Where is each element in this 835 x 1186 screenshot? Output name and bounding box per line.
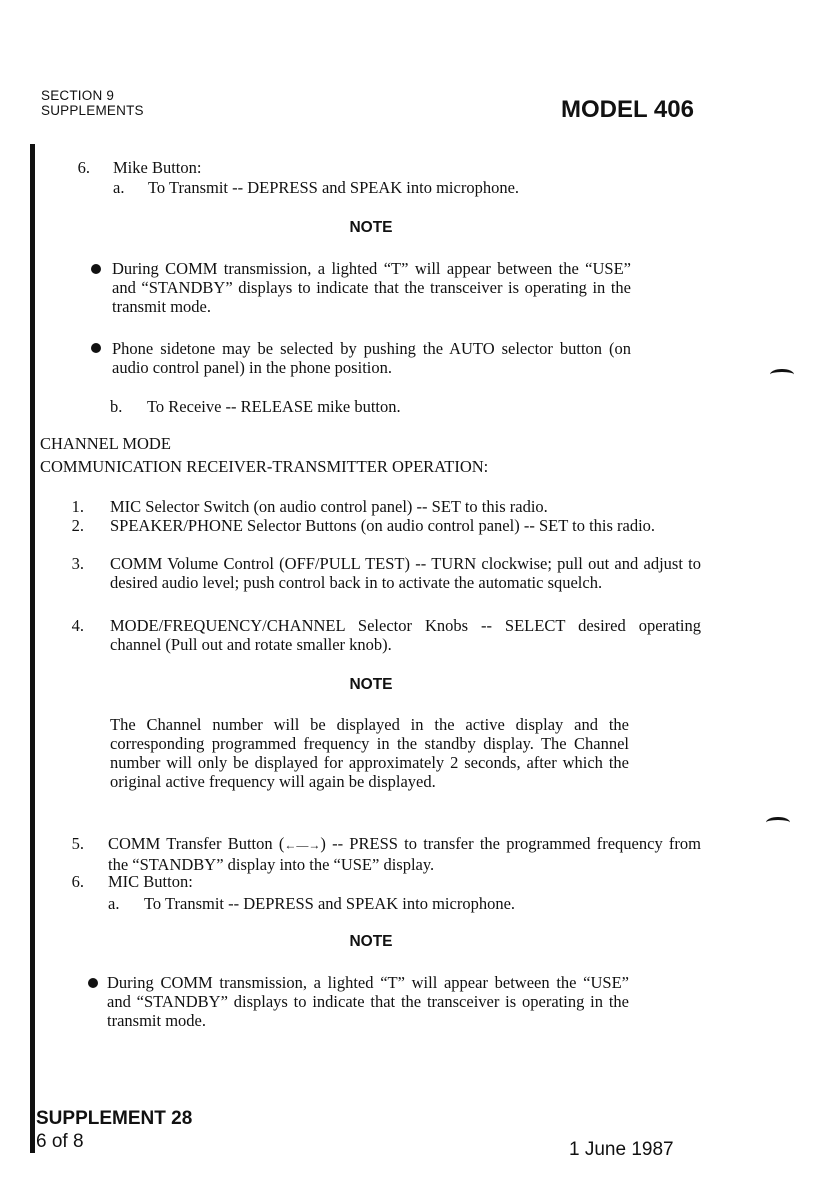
bullet-icon: [91, 264, 101, 274]
step-label: MIC Button:: [108, 872, 193, 891]
step-number: 3.: [71, 554, 84, 573]
section-heading: CHANNEL MODE: [40, 434, 171, 453]
subitem-letter: a.: [113, 178, 125, 197]
note-bullet: Phone sidetone may be selected by pushing the AUTO selector button (on audio control panel) in the phone position.: [112, 339, 631, 377]
subitem-text: To Transmit -- DEPRESS and SPEAK into microphone.: [148, 178, 520, 197]
revision-date: 1 June 1987: [569, 1139, 674, 1160]
supplement-label: SUPPLEMENT 28: [36, 1108, 193, 1129]
step-text-part: ) -- PRESS to transfer the programmed frequency from the “STANDBY” display into the “USE” display.: [108, 834, 701, 874]
margin-mark-bottom: [766, 817, 790, 828]
subitem-letter: b.: [110, 397, 123, 416]
step-text: [108, 834, 701, 874]
note-heading: NOTE: [349, 676, 393, 693]
step-text: MODE/FREQUENCY/CHANNEL Selector Knobs -- SELECT desired operating channel (Pull out and rotate smaller knob).: [110, 616, 701, 654]
note-heading: NOTE: [349, 219, 393, 236]
subitem-letter: a.: [108, 894, 120, 913]
section-heading: COMMUNICATION RECEIVER-TRANSMITTER OPERATION:: [40, 457, 489, 476]
step-number: 2.: [71, 516, 84, 535]
step-number: 1.: [71, 497, 84, 516]
step-text: SPEAKER/PHONE Selector Buttons (on audio control panel) -- SET to this radio.: [110, 516, 656, 535]
subitem-text: To Transmit -- DEPRESS and SPEAK into microphone.: [144, 894, 516, 913]
step-text: COMM Volume Control (OFF/PULL TEST) -- TURN clockwise; pull out and adjust to desired audio level; push control back in to activate the automatic squelch.: [110, 554, 701, 592]
step-text: MIC Selector Switch (on audio control panel) -- SET to this radio.: [110, 497, 548, 516]
note-bullet: During COMM transmission, a lighted “T” will appear between the “USE” and “STANDBY” displays to indicate that the transceiver is operating in the transmit mode.: [107, 973, 629, 1030]
transfer-arrow-icon: ←—→: [284, 838, 321, 852]
item-label: Mike Button:: [113, 158, 202, 177]
step-number: 6.: [71, 872, 84, 891]
page-number: 6 of 8: [36, 1131, 84, 1152]
step-number: 5.: [71, 834, 84, 853]
bullet-icon: [91, 343, 101, 353]
step-number: 4.: [71, 616, 84, 635]
model-title: MODEL 406: [561, 96, 694, 123]
note-bullet: During COMM transmission, a lighted “T” will appear between the “USE” and “STANDBY” displays to indicate that the transceiver is operating in the transmit mode.: [112, 259, 631, 316]
note-heading: NOTE: [349, 933, 393, 950]
margin-mark-top: [770, 369, 794, 380]
bullet-icon: [88, 978, 98, 988]
section-label: SECTION 9: [41, 88, 115, 103]
subitem-text: To Receive -- RELEASE mike button.: [147, 397, 401, 416]
step-text-part: COMM Transfer Button (: [108, 834, 285, 853]
note-paragraph: The Channel number will be displayed in the active display and the corresponding programmed frequency in the standby display. The Channel number will only be displayed for approximately 2 seconds, after which the original active frequency will again be displayed.: [110, 715, 629, 791]
change-bar: [30, 144, 35, 1153]
item-number: 6.: [77, 158, 90, 177]
subsection-label: SUPPLEMENTS: [41, 103, 144, 118]
